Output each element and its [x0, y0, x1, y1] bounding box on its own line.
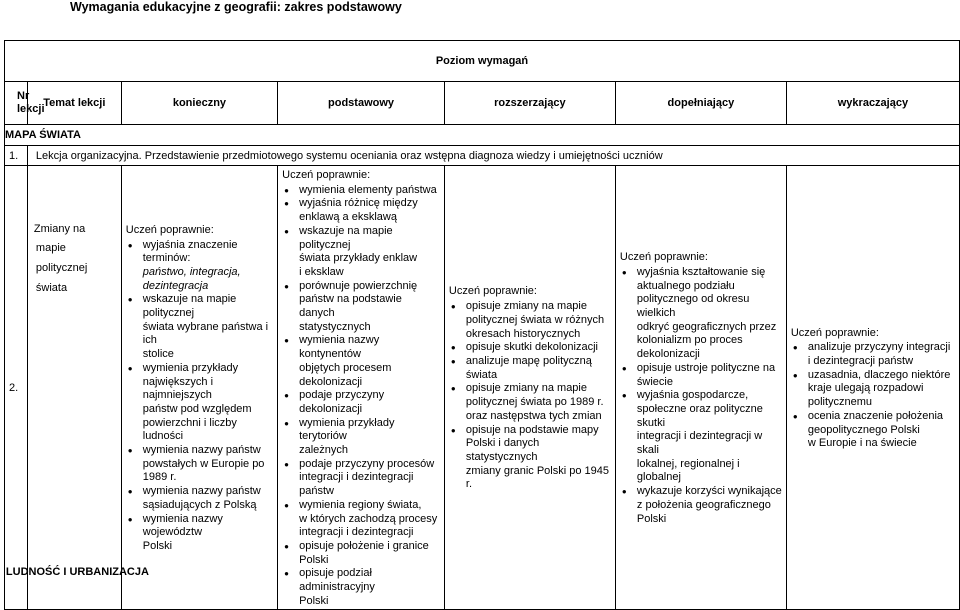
requirement-item	[140, 239, 273, 294]
requirements-wykraczajacy	[786, 166, 959, 610]
column-header-nr: Nr lekcji	[5, 82, 28, 125]
requirement-line: ● wymienia nazwy państw	[142, 485, 261, 498]
requirements-head: Uczeń poprawnie:	[125, 223, 214, 236]
requirement-item	[463, 341, 611, 355]
requirement-item	[296, 184, 440, 198]
requirement-item	[296, 334, 440, 389]
section-heading-mapa-swiata: MAPA ŚWIATA	[5, 125, 960, 146]
requirement-line: ● wskazuje na mapie politycznej	[299, 224, 393, 251]
requirement-item	[805, 341, 955, 368]
requirement-item	[296, 417, 440, 458]
requirement-line: objętych procesem	[299, 361, 392, 374]
section-heading-ludnosc: LUDNOŚĆ I URBANIZACJA	[5, 566, 149, 579]
lesson-number: 2.	[5, 166, 28, 610]
column-header-rozszerzajacy: rozszerzający	[444, 82, 615, 125]
requirement-line: ● podaje przyczyny dekolonizacji	[299, 389, 385, 415]
requirement-line: największych i najmniejszych	[142, 375, 214, 402]
requirement-item	[634, 266, 782, 362]
requirement-line: państwo, integracja,	[142, 265, 241, 278]
requirement-line: z położenia geograficznego	[636, 498, 771, 511]
requirement-item	[634, 389, 782, 485]
requirement-item	[296, 280, 440, 335]
requirement-line: ● opisuje zmiany na mapie	[465, 300, 587, 313]
requirement-line: aktualnego podziału	[636, 279, 735, 292]
requirements-head: Uczeń poprawnie:	[282, 169, 371, 181]
requirement-line: powierzchni i liczby ludności	[142, 416, 237, 443]
requirement-line: społeczne oraz polityczne skutki	[636, 402, 763, 429]
requirement-item	[805, 410, 955, 451]
requirement-line: politycznej świata w różnych	[465, 313, 605, 326]
requirement-item	[634, 485, 782, 526]
requirement-line: lokalnej, regionalnej i globalnej	[636, 457, 740, 484]
column-header-dopelniajacy: dopełniający	[615, 82, 786, 125]
requirement-line: ● wymienia nazwy państw	[142, 444, 261, 457]
requirement-item	[463, 355, 611, 382]
requirement-line: powstałych w Europie po 1989 r.	[142, 457, 265, 484]
requirement-line: integracji i dezintegracji	[299, 526, 414, 539]
requirement-line: politycznej świata po 1989 r.	[465, 396, 604, 409]
requirement-line: ● opisuje zmiany na mapie	[465, 382, 587, 395]
requirement-line: w Europie i na świecie	[807, 437, 917, 450]
requirement-line: i eksklaw	[299, 265, 344, 278]
requirements-head: Uczeń poprawnie:	[619, 251, 708, 264]
requirement-line: ● wyjaśnia różnicę między	[299, 197, 418, 210]
requirement-item	[140, 513, 273, 554]
requirement-line: ● wskazuje na mapie politycznej	[142, 293, 237, 320]
requirement-item	[296, 567, 440, 608]
requirement-item	[296, 389, 440, 416]
requirement-line: ● podaje przyczyny procesów	[299, 457, 435, 470]
requirement-item	[463, 424, 611, 493]
requirement-line: świata przykłady enklaw	[299, 252, 418, 265]
column-header-konieczny: konieczny	[121, 82, 277, 125]
document-title: Wymagania edukacyjne z geografii: zakres podstawowy	[70, 0, 402, 14]
requirement-line: ● opisuje położenie i granice	[299, 539, 429, 552]
lesson-number: 1.	[5, 146, 28, 166]
requirement-line: okresach historycznych	[465, 327, 581, 340]
requirement-item	[296, 458, 440, 499]
lesson-text: Lekcja organizacyjna. Przedstawienie przedmiotowego systemu oceniania oraz wstępna diagnoza wiedzy i umiejętności uczniów	[27, 146, 959, 166]
requirement-line: sąsiadujących z Polską	[142, 498, 257, 511]
requirement-line: ● opisuje na podstawie mapy	[465, 423, 599, 436]
requirement-line: ● porównuje powierzchnię	[299, 279, 418, 292]
requirement-line: ● uzasadnia, dlaczego niektóre	[807, 368, 951, 381]
requirement-line: ● opisuje podział administracyjny	[299, 567, 375, 594]
requirement-line: Polski	[142, 539, 173, 552]
requirement-item	[140, 293, 273, 362]
requirement-line: Polski i danych statystycznych	[465, 437, 540, 463]
requirement-line: ● wyjaśnia gospodarcze,	[636, 389, 749, 402]
lesson-topic-line: mapie	[35, 242, 66, 255]
column-header-topic: Temat lekcji	[27, 82, 121, 125]
requirement-item	[140, 362, 273, 444]
requirement-item	[463, 300, 611, 341]
requirement-line: enklawą a eksklawą	[299, 211, 397, 224]
requirement-line: świecie	[636, 375, 673, 388]
column-header-wykraczajacy: wykraczający	[786, 82, 959, 125]
requirement-line: ● wymienia elementy państwa	[299, 183, 437, 196]
requirement-line: dekolonizacji	[299, 375, 363, 388]
requirements-konieczny	[121, 166, 277, 610]
requirements-rozszerzajacy	[444, 166, 615, 610]
requirement-line: ● wymienia nazwy województw	[142, 512, 223, 539]
requirement-line: oraz następstwa tych zmian	[465, 409, 602, 422]
requirement-line: ● wymienia nazwy kontynentów	[299, 334, 380, 361]
requirement-line: stolice	[142, 348, 174, 361]
requirement-line: państw pod względem	[142, 402, 252, 415]
requirement-line: politycznemu	[807, 396, 873, 409]
level-header: Poziom wymagań	[5, 41, 960, 82]
requirement-line: ● wymienia przykłady terytoriów	[299, 416, 395, 443]
requirement-line: ● ocenia znaczenie położenia	[807, 409, 944, 422]
requirement-item	[140, 485, 273, 512]
requirement-line: zależnych	[299, 444, 349, 457]
requirement-line: integracji i dezintegracji w skali	[636, 430, 763, 457]
requirement-item	[805, 369, 955, 410]
requirement-line: dezintegracja	[142, 279, 209, 292]
requirement-line: ● wymienia przykłady	[142, 361, 239, 374]
requirement-line: i dezintegracji państw	[807, 354, 914, 367]
requirement-line: ● analizuje mapę polityczną	[465, 354, 592, 367]
requirements-table	[4, 40, 960, 610]
requirement-line: politycznego od okresu wielkich	[636, 293, 750, 320]
requirement-line: integracji i dezintegracji państw	[299, 471, 414, 498]
column-header-podstawowy: podstawowy	[278, 82, 445, 125]
requirement-line: geopolitycznego Polski	[807, 423, 920, 436]
requirement-line: Polski	[636, 512, 667, 525]
lesson-topic-cell	[5, 166, 149, 610]
requirement-line: Polski	[299, 553, 329, 566]
requirement-line: w których zachodzą procesy	[299, 512, 438, 525]
requirement-line: świata wybrane państwa i ich	[142, 320, 269, 347]
requirement-line: zmiany granic Polski po 1945 r.	[465, 464, 609, 491]
requirement-line: ● analizuje przyczyny integracji	[807, 341, 951, 354]
requirement-item	[296, 225, 440, 280]
requirements-head: Uczeń poprawnie:	[448, 285, 537, 298]
requirement-item	[296, 499, 440, 540]
requirement-line: odkryć geograficznych przez	[636, 320, 777, 333]
requirements-dopelniajacy	[615, 166, 786, 610]
requirement-line: ● wyjaśnia znaczenie terminów:	[142, 238, 238, 265]
requirement-item	[634, 362, 782, 389]
requirement-line: ● opisuje ustroje polityczne na	[636, 361, 776, 374]
requirement-line: statystycznych	[299, 320, 371, 333]
requirement-item	[296, 540, 440, 567]
requirement-item	[463, 382, 611, 423]
requirement-item	[140, 444, 273, 485]
requirement-line: ● wyjaśnia kształtowanie się	[636, 265, 766, 278]
requirement-line: państw na podstawie danych	[299, 293, 402, 320]
lesson-topic-line: politycznej	[35, 262, 88, 275]
requirement-item	[296, 197, 440, 224]
requirement-line: kolonializm po proces	[636, 334, 743, 347]
requirement-line: ● wymienia regiony świata,	[299, 498, 422, 511]
lesson-topic-line: świata	[35, 282, 68, 295]
requirement-line: dekolonizacji	[636, 348, 700, 361]
requirements-podstawowy	[278, 166, 445, 610]
requirement-line: kraje ulegają rozpadowi	[807, 382, 924, 395]
requirement-line: Polski	[299, 594, 329, 607]
requirement-line: ● wykazuje korzyści wynikające	[636, 485, 782, 498]
lesson-topic-line: Zmiany na	[33, 223, 86, 236]
requirement-line: świata	[465, 368, 498, 381]
requirement-line: ● opisuje skutki dekolonizacji	[465, 341, 598, 354]
requirements-head: Uczeń poprawnie:	[790, 326, 879, 339]
